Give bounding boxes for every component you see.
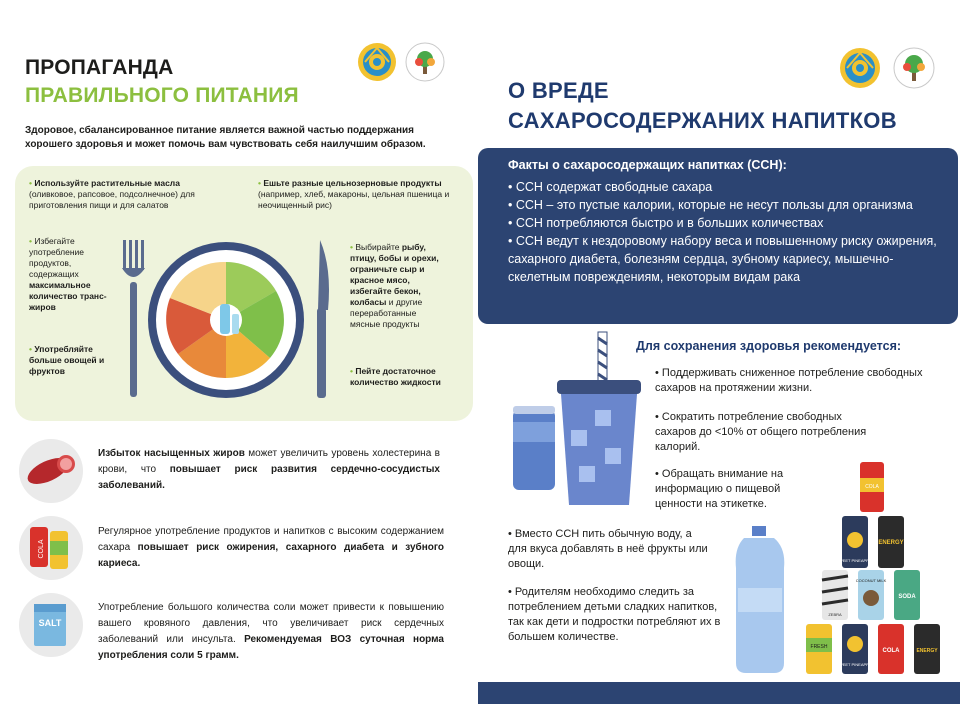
left-title-line1: ПРОПАГАНДА xyxy=(25,56,174,79)
salt-illustration xyxy=(18,592,84,658)
fact-item: • ССН ведут к нездоровому набору веса и повышенному риску ожирения, сахарного диабета, болезням сердца, зубному кариесу, мышечно-скелетным повреждениям, некоторым видам рака xyxy=(508,234,937,284)
tip-trans-fats: • Избегайте употребление продуктов, содержащих максимальное количество транс-жиров xyxy=(29,236,107,312)
svg-text:COLA: COLA xyxy=(865,484,879,490)
recommendation-item: • Сократить потребление свободных сахаров до <10% от общего потребления калорий. xyxy=(655,411,867,453)
fact-item: • ССН потребляются быстро и в больших количествах xyxy=(508,216,824,230)
svg-text:FRESH: FRESH xyxy=(810,644,828,650)
svg-text:COCONUT MILK: COCONUT MILK xyxy=(855,578,887,583)
plate-icon xyxy=(148,242,304,398)
svg-text:SWEET PINEAPPLE: SWEET PINEAPPLE xyxy=(836,558,874,563)
bottom-bar xyxy=(478,682,960,704)
emblems-left xyxy=(357,42,449,86)
can-item xyxy=(806,624,832,674)
tip-vegetables: • Употребляйте больше овощей и фруктов xyxy=(29,344,105,376)
right-title-line1: О ВРЕДЕ xyxy=(508,78,609,103)
fact-item: • ССН – это пустые калории, которые не несут пользы для организма xyxy=(508,198,913,212)
right-title-line2: САХАРОСОДЕРЖАНИХ НАПИТКОВ xyxy=(508,108,897,133)
right-title xyxy=(508,76,897,136)
svg-text:ENERGY: ENERGY xyxy=(878,540,904,546)
fact-item: • ССН содержат свободные сахара xyxy=(508,180,713,194)
svg-text:COLA: COLA xyxy=(882,648,900,654)
intro-text: Здоровое, сбалансированное питание является важной частью поддержания хорошего здоровья и может помочь вам чувствовать себя наилучшим образом. xyxy=(25,125,426,150)
salt-label: SALT xyxy=(38,618,62,628)
can-item xyxy=(836,516,874,568)
tip-oils: • Используйте растительные масла (оливковое, рапсовое, подсолнечное) для приготовления пищи и для салатов xyxy=(29,178,195,210)
sausage-illustration xyxy=(18,438,84,504)
cup-icon xyxy=(557,380,641,505)
facts-title: Факты о сахаросодержащих напитках (ССН): xyxy=(508,158,787,172)
tree-logo-icon xyxy=(406,43,444,81)
can-item xyxy=(878,516,904,568)
salt-text: Употребление большого количества соли может привести к повышению вашего кровяного давления, что увеличивает риск сердечных заболеваний или инсульта. Рекомендуемая ВОЗ суточная норма употребления соли 5 грамм. xyxy=(98,602,444,661)
can-item xyxy=(860,462,884,512)
svg-text:ENERGY: ENERGY xyxy=(916,648,938,654)
fork-icon xyxy=(122,240,145,397)
left-title-line2: ПРАВИЛЬНОГО ПИТАНИЯ xyxy=(25,84,299,107)
plate-illustration xyxy=(118,238,340,402)
sugar-text: Регулярное употребление продуктов и напитков с высоким содержанием сахара повышает риск ожирения, сахарного диабета и зубного кариеса. xyxy=(98,526,444,569)
facts-list xyxy=(508,178,948,286)
can-item xyxy=(894,570,920,620)
recommendation-item: • Обращать внимание на информацию о пищевой ценности на этикетке. xyxy=(655,468,784,510)
svg-text:SODA: SODA xyxy=(898,594,916,600)
knife-icon xyxy=(317,240,329,398)
kazakhstan-emblem-icon xyxy=(358,43,396,81)
tip-fish: • Выбирайте рыбу, птицу, бобы и орехи, ограничьте сыр и красное мясо, избегайте бекон, колбасы и другие переработанные мясные продукты xyxy=(350,242,439,329)
fats-text: Избыток насыщенных жиров может увеличить уровень холестерина в крови, что повышает риск развития сердечно-сосудистых заболеваний. xyxy=(98,448,440,491)
can-item xyxy=(914,624,940,674)
recommendation-item: • Вместо ССН пить обычную воду, а для вкуса добавлять в неё фрукты или овощи. xyxy=(508,528,708,570)
tip-grains: • Ешьте разные цельнозерновые продукты (например, хлеб, макароны, цельная пшеница и неочищенный рис) xyxy=(258,178,450,210)
svg-text:ZEBRA: ZEBRA xyxy=(828,612,842,617)
cans-pyramid-illustration xyxy=(730,458,948,680)
can-item xyxy=(836,624,874,674)
recommendation-item: • Родителям необходимо следить за потреблением детьми сладких напитков, так как дети и подростки потребляют их в большем количестве. xyxy=(508,586,721,643)
tip-water: • Пейте достаточное количество жидкости xyxy=(350,366,441,387)
can-item xyxy=(822,570,848,620)
svg-text:SWEET PINEAPPLE: SWEET PINEAPPLE xyxy=(836,662,874,667)
recommendation-item: • Поддерживать сниженное потребление свободных сахаров на протяжении жизни. xyxy=(655,367,923,394)
can-label: COLA xyxy=(38,539,45,559)
recommendations-title: Для сохранения здоровья рекомендуется: xyxy=(636,339,902,353)
tree-logo-icon xyxy=(894,48,934,88)
can-item xyxy=(856,570,887,620)
drink-cup-illustration xyxy=(505,330,645,510)
cans-illustration xyxy=(18,515,84,581)
water-bottle-icon xyxy=(736,526,785,673)
soda-can-icon xyxy=(513,406,555,490)
can-item xyxy=(878,624,904,674)
